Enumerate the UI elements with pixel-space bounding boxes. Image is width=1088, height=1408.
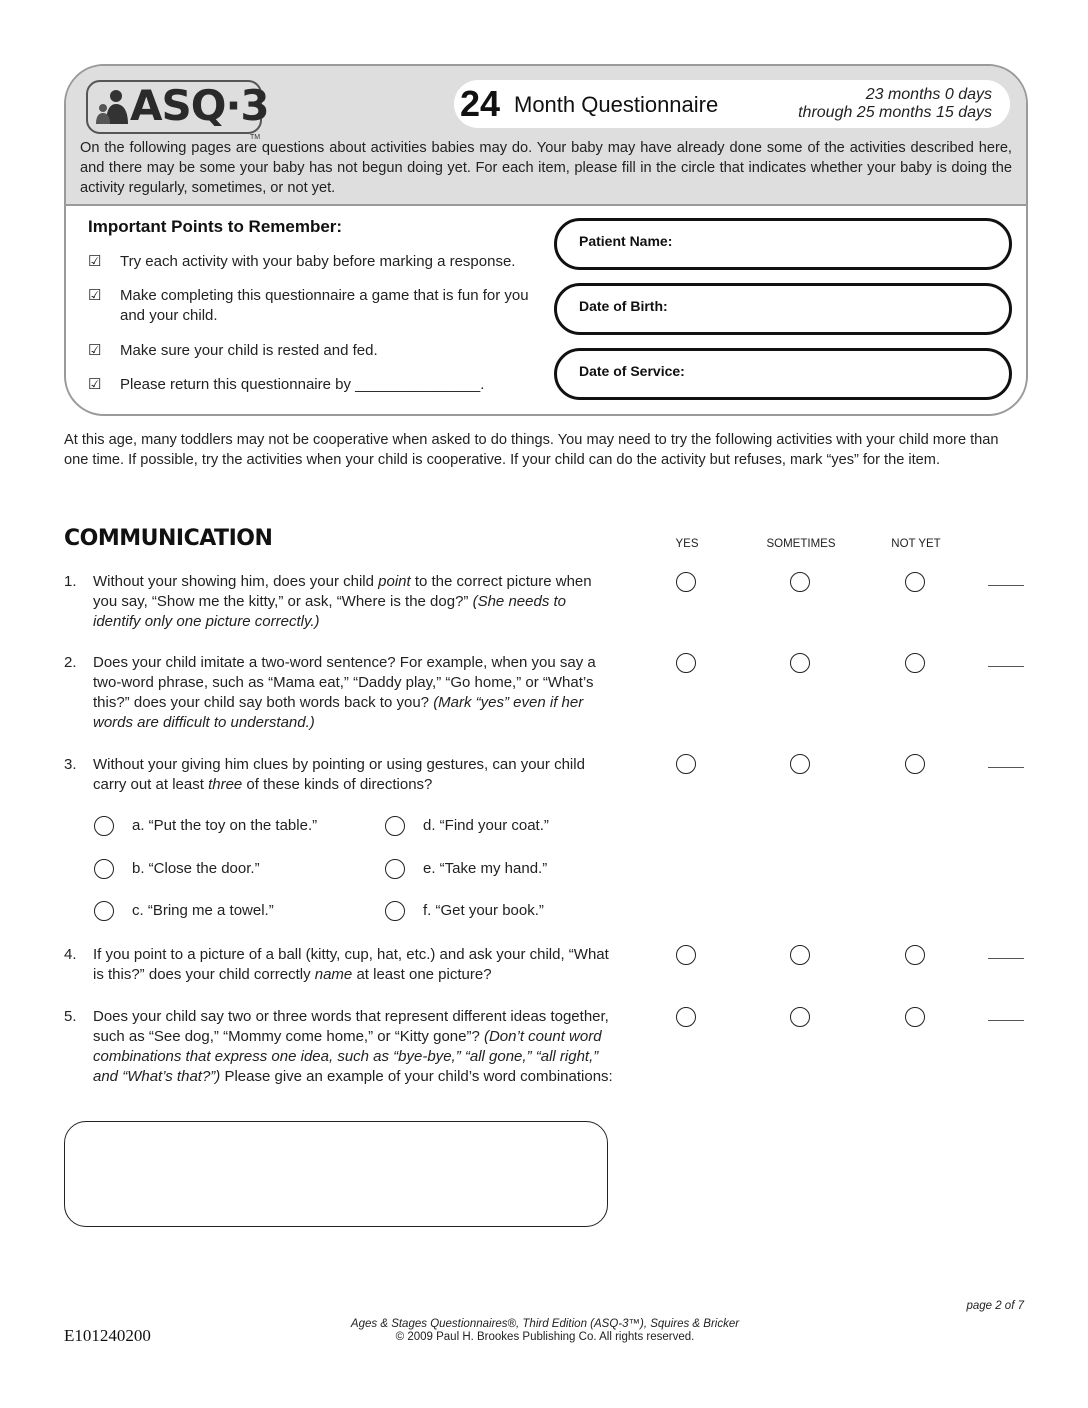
q5-not-yet-radio[interactable] xyxy=(905,1007,925,1027)
family-icon xyxy=(94,88,130,124)
date-of-service-label: Date of Service: xyxy=(579,363,685,379)
patient-name-label: Patient Name: xyxy=(579,233,673,249)
column-header-not-yet: NOT YET xyxy=(891,538,941,550)
point-text: Make completing this questionnaire a game that is fun for you and your child. xyxy=(120,287,529,324)
age-range xyxy=(798,86,992,122)
checkbox-checked-icon: ☑ xyxy=(88,253,102,270)
q2-sometimes-radio[interactable] xyxy=(790,653,810,673)
page-title: Month Questionnaire xyxy=(514,92,719,117)
direction-text: a. “Put the toy on the table.” xyxy=(132,817,318,834)
question-text: Without your giving him clues by pointing or using gestures, can your child carry out at least three of these kinds of directions? xyxy=(93,756,585,793)
direction-text: d. “Find your coat.” xyxy=(423,817,549,834)
q5-yes-radio[interactable] xyxy=(676,1007,696,1027)
asq3-logo xyxy=(86,80,269,141)
q2-yes-radio[interactable] xyxy=(676,653,696,673)
q2-not-yet-radio[interactable] xyxy=(905,653,925,673)
patient-name-field[interactable] xyxy=(554,218,1012,270)
cooperation-note: At this age, many toddlers may not be cooperative when asked to do things. You may need to try the following activities with your child more than one time. If possible, try the activities when your child is cooperative. If your child can do the activity but refuses, mark “yes” for the item. xyxy=(64,432,999,468)
citation-title: Ages & Stages Questionnaires®, Third Edition (ASQ-3™), Squires & Bricker xyxy=(350,1318,740,1330)
q4-not-yet-radio[interactable] xyxy=(905,945,925,965)
column-header-yes: YES xyxy=(675,538,699,550)
direction-radio[interactable] xyxy=(94,859,114,879)
q3-not-yet-radio[interactable] xyxy=(905,754,925,774)
q3-score-line[interactable] xyxy=(988,767,1024,768)
direction-radio[interactable] xyxy=(94,901,114,921)
direction-text: e. “Take my hand.” xyxy=(423,860,548,877)
form-code: E101240200 xyxy=(64,1326,151,1345)
q1-yes-radio[interactable] xyxy=(676,572,696,592)
q5-sometimes-radio[interactable] xyxy=(790,1007,810,1027)
age-range-end: through 25 months 15 days xyxy=(798,104,992,121)
column-header-sometimes: SOMETIMES xyxy=(766,538,836,550)
direction-radio[interactable] xyxy=(385,816,405,836)
q4-score-line[interactable] xyxy=(988,958,1024,959)
question-text: Does your child say two or three words that represent different ideas together, such as “See dog,” “Mommy come home,” or “Kitty gone”? (Don’t count word combinations that express one idea, such as “bye-bye,” “all gone,” “all right,” and “What’s that?”) Please give an example of your child’s word combinations: xyxy=(93,1008,613,1085)
title-pill xyxy=(454,80,1010,128)
q1-score-line[interactable] xyxy=(988,585,1024,586)
question-number: 3. xyxy=(64,756,77,773)
date-of-service-field[interactable] xyxy=(554,348,1012,400)
question-text: Without your showing him, does your child point to the correct picture when you say, “Show me the kitty,” or ask, “Where is the dog?” (She needs to identify only one picture correctly.) xyxy=(93,573,592,630)
checkbox-checked-icon: ☑ xyxy=(88,376,102,393)
checkbox-checked-icon: ☑ xyxy=(88,287,102,304)
header-panel xyxy=(64,64,1028,416)
question-number: 5. xyxy=(64,1008,77,1025)
direction-text: c. “Bring me a towel.” xyxy=(132,902,274,919)
question-number: 2. xyxy=(64,654,77,671)
important-points-title: Important Points to Remember: xyxy=(88,217,343,236)
q4-sometimes-radio[interactable] xyxy=(790,945,810,965)
q3-yes-radio[interactable] xyxy=(676,754,696,774)
q4-yes-radio[interactable] xyxy=(676,945,696,965)
direction-text: f. “Get your book.” xyxy=(423,902,544,919)
page-number: page 2 of 7 xyxy=(966,1300,1024,1312)
checkbox-checked-icon: ☑ xyxy=(88,342,102,359)
month-number: 24 xyxy=(460,83,501,124)
point-text: Try each activity with your baby before marking a response. xyxy=(120,253,516,270)
point-text: Make sure your child is rested and fed. xyxy=(120,342,378,359)
citation-copyright: © 2009 Paul H. Brookes Publishing Co. All rights reserved. xyxy=(395,1331,695,1343)
direction-text: b. “Close the door.” xyxy=(132,860,260,877)
point-text: Please return this questionnaire by _______________. xyxy=(120,376,485,393)
q5-score-line[interactable] xyxy=(988,1020,1024,1021)
direction-radio[interactable] xyxy=(94,816,114,836)
direction-radio[interactable] xyxy=(385,859,405,879)
age-range-start: 23 months 0 days xyxy=(865,86,992,103)
direction-radio[interactable] xyxy=(385,901,405,921)
question-text: Does your child imitate a two-word sentence? For example, when you say a two-word phrase, such as “Mama eat,” “Daddy play,” “Go home,” or “What’s this?” does your child say both words back to you? (Mark “yes” even if her words are difficult to understand.) xyxy=(93,654,596,731)
q2-score-line[interactable] xyxy=(988,666,1024,667)
date-of-birth-field[interactable] xyxy=(554,283,1012,335)
question-text: If you point to a picture of a ball (kitty, cup, hat, etc.) and ask your child, “What is this?” does your child correctly name at least one picture? xyxy=(93,946,609,983)
intro-text: On the following pages are questions about activities babies may do. Your baby may have already done some of the activities described here, and there may be some your baby has not begun doing yet. For each item, please fill in the circle that indicates whether your baby is doing the activity regularly, sometimes, or not yet. xyxy=(80,140,1012,196)
question-number: 1. xyxy=(64,573,77,590)
date-of-birth-label: Date of Birth: xyxy=(579,298,668,314)
q3-sometimes-radio[interactable] xyxy=(790,754,810,774)
section-title: COMMUNICATION xyxy=(64,526,273,551)
q1-sometimes-radio[interactable] xyxy=(790,572,810,592)
citation xyxy=(290,1318,800,1344)
logo-text: ASQ·3 xyxy=(130,81,269,130)
q1-not-yet-radio[interactable] xyxy=(905,572,925,592)
logo-trademark: TM xyxy=(250,134,261,141)
word-combinations-answer-box[interactable] xyxy=(64,1121,608,1227)
question-number: 4. xyxy=(64,946,77,963)
